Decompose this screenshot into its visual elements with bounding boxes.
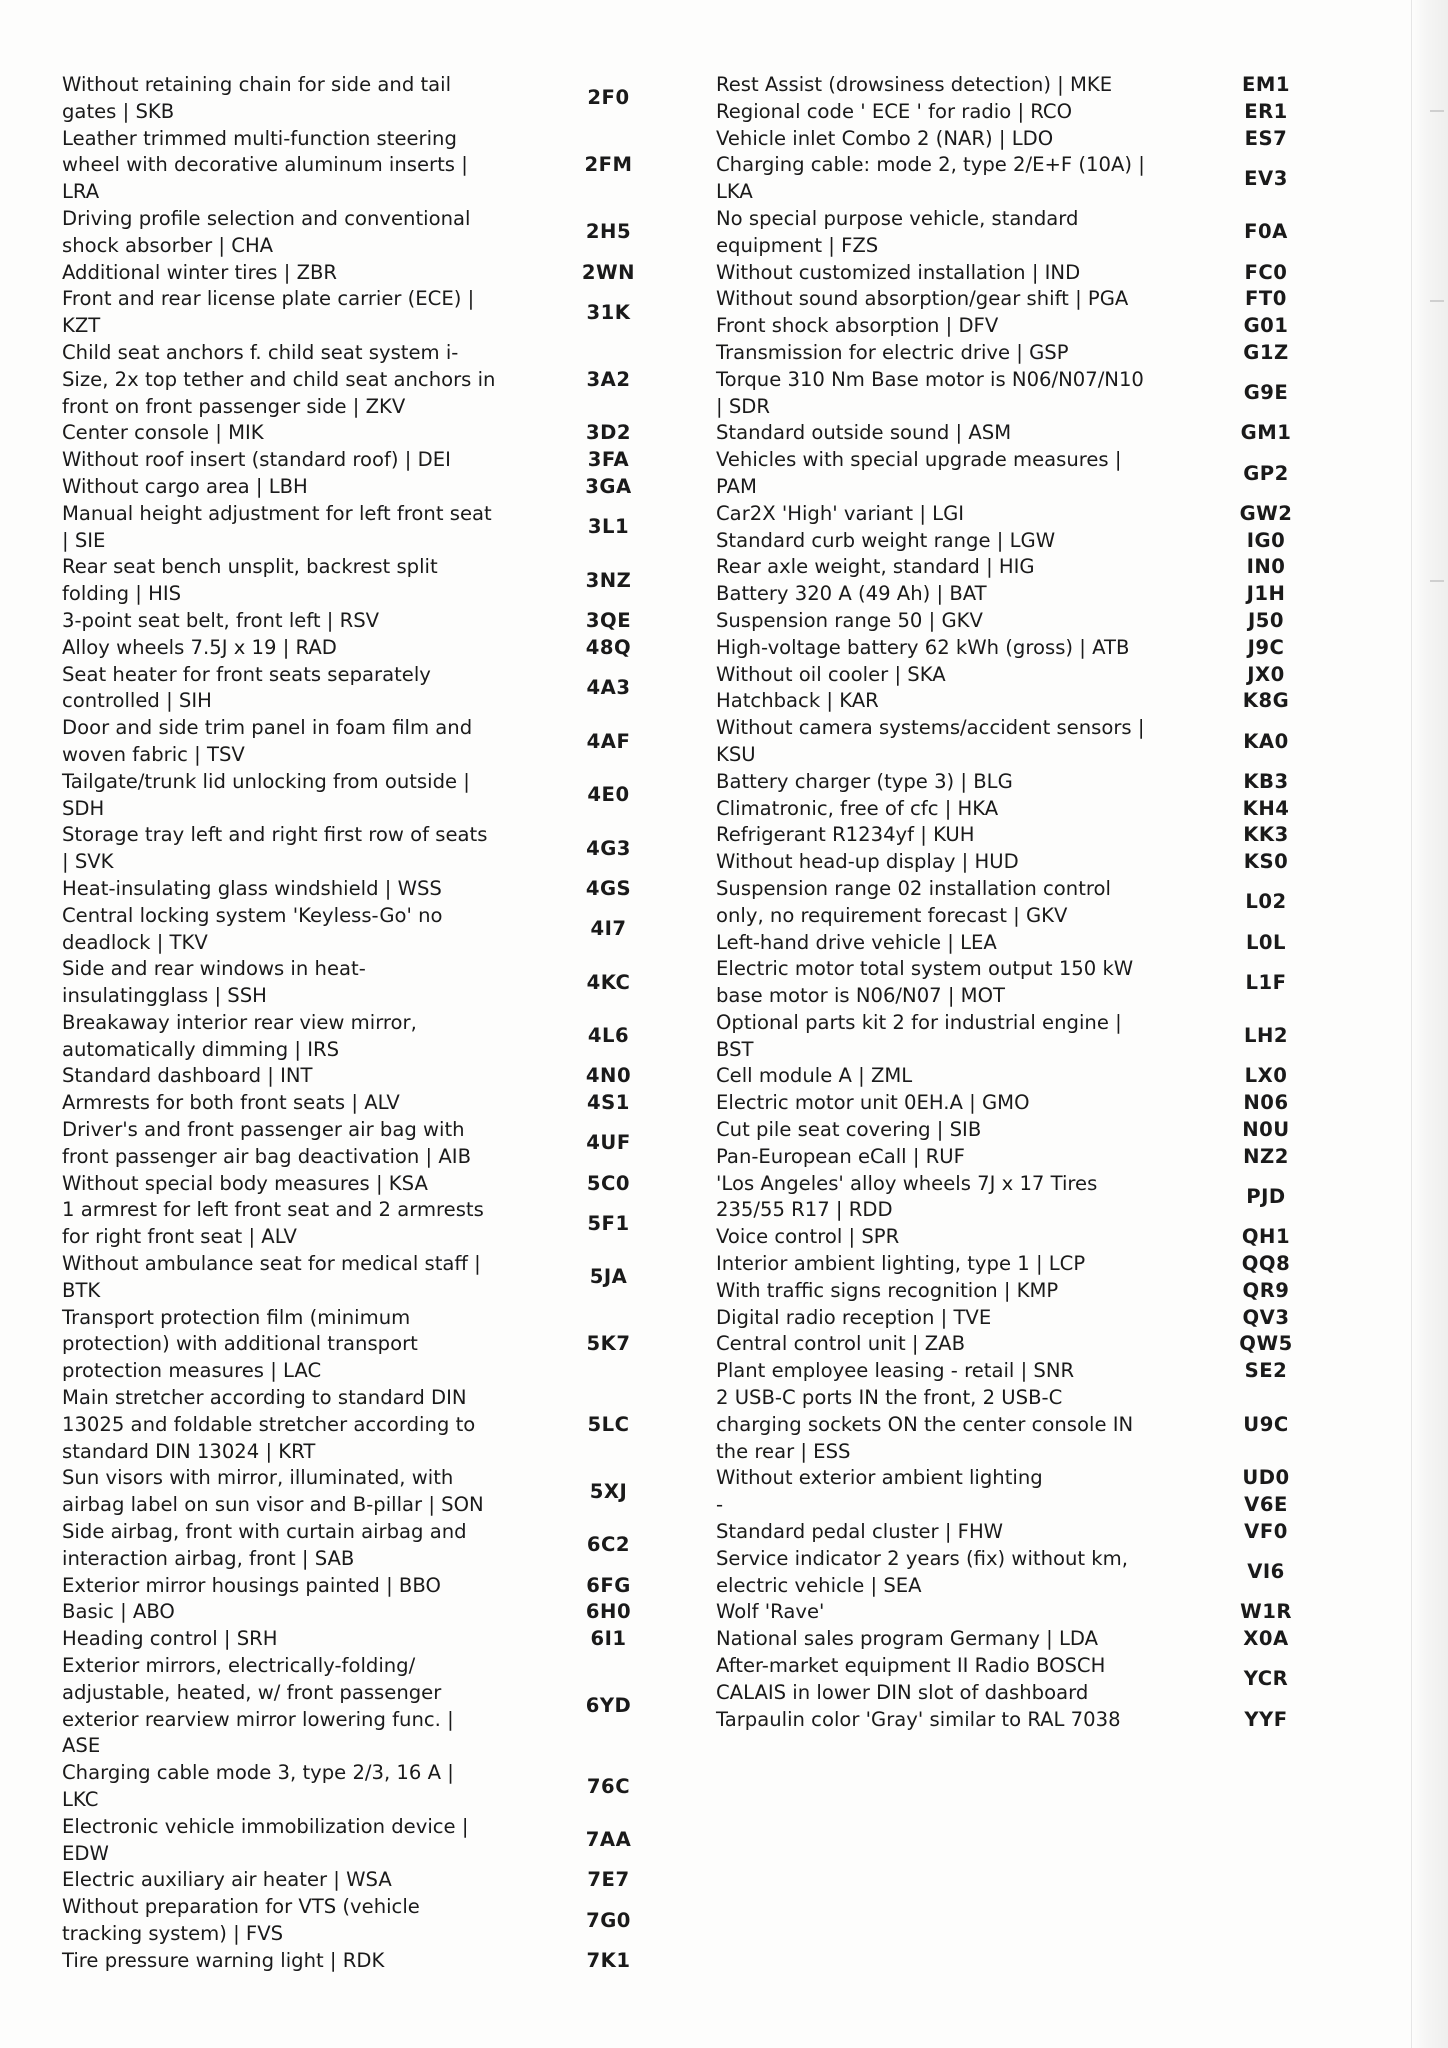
equipment-row (62, 447, 700, 474)
equipment-description: Hatchback | KAR (716, 689, 879, 713)
equipment-code: X0A (1243, 1627, 1289, 1651)
equipment-description: Vehicle inlet Combo 2 (NAR) | LDO (716, 126, 1054, 150)
equipment-description: Standard curb weight range | LGW (716, 528, 1056, 552)
equipment-row (62, 715, 700, 769)
equipment-row (62, 72, 700, 126)
equipment-row (62, 1948, 700, 1975)
equipment-description: Tarpaulin color 'Gray' similar to RAL 7038 (716, 1707, 1121, 1731)
equipment-description: - (716, 1493, 724, 1517)
equipment-description: Charging cable mode 3, type 2/3, 16 A | LKC (62, 1761, 454, 1811)
equipment-row (716, 1599, 1344, 1626)
equipment-description: Suspension range 50 | GKV (716, 608, 983, 632)
equipment-description: 'Los Angeles' alloy wheels 7J x 17 Tires 235/55 R17 | RDD (716, 1171, 1098, 1222)
equipment-row (716, 956, 1344, 1010)
equipment-description: Wolf 'Rave' (716, 1600, 825, 1624)
equipment-description: Storage tray left and right first row of seats | SVK (62, 823, 488, 874)
equipment-row (716, 1171, 1344, 1225)
equipment-row (62, 1760, 700, 1814)
equipment-description: Climatronic, free of cfc | HKA (716, 796, 999, 820)
equipment-code: L0L (1245, 930, 1287, 954)
equipment-description: 1 armrest for left front seat and 2 armrests for right front seat | ALV (62, 1198, 484, 1249)
equipment-description: Charging cable: mode 2, type 2/E+F (10A) | LKA (716, 153, 1145, 204)
equipment-code: 4GS (585, 876, 632, 900)
equipment-code: VI6 (1247, 1560, 1285, 1584)
equipment-code: 4KC (586, 970, 631, 994)
equipment-code: 2F0 (587, 86, 630, 110)
edge-mark (1430, 300, 1444, 302)
right-equipment-list (716, 72, 1344, 1733)
equipment-row (62, 956, 700, 1010)
equipment-description: Left-hand drive vehicle | LEA (716, 930, 997, 954)
equipment-row (716, 688, 1344, 715)
equipment-description: Center console | MIK (62, 421, 264, 445)
equipment-row (716, 796, 1344, 823)
edge-mark (1430, 580, 1444, 582)
equipment-code: 3QE (585, 608, 632, 632)
equipment-row (62, 769, 700, 823)
equipment-description: Tailgate/trunk lid unlocking from outside | SDH (62, 769, 470, 820)
equipment-description: After-market equipment II Radio BOSCH CALAIS in lower DIN slot of dashboard (716, 1654, 1106, 1704)
equipment-description: National sales program Germany | LDA (716, 1627, 1099, 1651)
equipment-description: Interior ambient lighting, type 1 | LCP (716, 1252, 1086, 1276)
equipment-description: Service indicator 2 years (fix) without km, electric vehicle | SEA (716, 1546, 1128, 1597)
equipment-code: 6FG (586, 1573, 631, 1597)
equipment-code: G9E (1243, 381, 1289, 405)
equipment-code: LX0 (1244, 1064, 1288, 1088)
equipment-row (62, 1063, 700, 1090)
equipment-description: Side airbag, front with curtain airbag and interaction airbag, front | SAB (62, 1520, 467, 1570)
equipment-row (62, 1519, 700, 1573)
equipment-description: Seat heater for front seats separately controlled | SIH (62, 662, 431, 713)
equipment-description: Electric motor total system output 150 kW base motor is N06/N07 | MOT (716, 957, 1134, 1008)
equipment-code: 4N0 (585, 1064, 632, 1088)
equipment-description: Standard outside sound | ASM (716, 421, 1012, 445)
equipment-row (716, 152, 1344, 206)
equipment-code: 7AA (585, 1828, 632, 1852)
equipment-row (62, 1385, 700, 1465)
equipment-description: Without special body measures | KSA (62, 1171, 428, 1195)
equipment-description: Voice control | SPR (716, 1225, 900, 1249)
equipment-code: 5JA (589, 1265, 628, 1289)
equipment-row (716, 126, 1344, 153)
equipment-row (716, 554, 1344, 581)
equipment-description: No special purpose vehicle, standard equipment | FZS (716, 206, 1079, 257)
equipment-row (62, 474, 700, 501)
equipment-row (62, 1117, 700, 1171)
equipment-description: Pan-European eCall | RUF (716, 1144, 965, 1168)
equipment-code: VF0 (1244, 1520, 1288, 1544)
equipment-row (62, 1090, 700, 1117)
equipment-description: Without camera systems/accident sensors | KSU (716, 716, 1145, 766)
equipment-description: Transport protection film (minimum protection) with additional transport protection measures | LAC (62, 1305, 418, 1383)
equipment-description: Battery charger (type 3) | BLG (716, 769, 1013, 793)
equipment-row (62, 554, 700, 608)
equipment-row (716, 1358, 1344, 1385)
equipment-description: Heat-insulating glass windshield | WSS (62, 876, 442, 900)
equipment-description: Tire pressure warning light | RDK (62, 1948, 385, 1972)
equipment-row (62, 1867, 700, 1894)
equipment-description: Optional parts kit 2 for industrial engine | BST (716, 1010, 1122, 1061)
equipment-code: KS0 (1243, 850, 1289, 874)
equipment-description: High-voltage battery 62 kWh (gross) | ATB (716, 635, 1130, 659)
equipment-code: 31K (586, 300, 631, 324)
equipment-row (716, 1707, 1344, 1734)
equipment-description: Standard pedal cluster | FHW (716, 1520, 1004, 1544)
equipment-code: J1H (1246, 582, 1286, 606)
equipment-row (62, 1653, 700, 1760)
equipment-code: EV3 (1244, 166, 1288, 190)
equipment-row (716, 260, 1344, 287)
equipment-code: QQ8 (1241, 1252, 1291, 1276)
equipment-code: 4E0 (587, 783, 630, 807)
equipment-code: 5LC (587, 1412, 630, 1436)
equipment-row (716, 1546, 1344, 1600)
equipment-row (716, 1492, 1344, 1519)
equipment-code: 5K7 (586, 1332, 631, 1356)
equipment-description: Breakaway interior rear view mirror, automatically dimming | IRS (62, 1010, 417, 1061)
equipment-row (716, 769, 1344, 796)
equipment-row (62, 608, 700, 635)
equipment-row (62, 501, 700, 555)
equipment-row (716, 1063, 1344, 1090)
equipment-code: IN0 (1246, 555, 1286, 579)
equipment-row (62, 206, 700, 260)
equipment-code: 4A3 (586, 675, 631, 699)
equipment-code: L02 (1245, 890, 1287, 914)
equipment-row (62, 1197, 700, 1251)
equipment-row (716, 420, 1344, 447)
equipment-row (716, 876, 1344, 930)
equipment-description: Without exterior ambient lighting (716, 1466, 1043, 1490)
equipment-description: Heading control | SRH (62, 1627, 278, 1651)
equipment-code: 6C2 (586, 1533, 631, 1557)
equipment-row (716, 581, 1344, 608)
equipment-row (62, 1599, 700, 1626)
equipment-description: Alloy wheels 7.5J x 19 | RAD (62, 635, 337, 659)
equipment-row (716, 1465, 1344, 1492)
equipment-description: Torque 310 Nm Base motor is N06/N07/N10 | SDR (716, 367, 1144, 418)
equipment-description: Without preparation for VTS (vehicle tracking system) | FVS (62, 1895, 420, 1945)
equipment-description: With traffic signs recognition | KMP (716, 1278, 1059, 1302)
equipment-row (716, 313, 1344, 340)
equipment-description: Driver's and front passenger air bag with front passenger air bag deactivation | AIB (62, 1118, 472, 1168)
equipment-code: IG0 (1246, 528, 1286, 552)
equipment-row (62, 126, 700, 206)
equipment-row (62, 420, 700, 447)
equipment-row (716, 286, 1344, 313)
equipment-row (716, 1331, 1344, 1358)
equipment-description: Manual height adjustment for left front seat | SIE (62, 501, 492, 552)
left-equipment-list (62, 72, 700, 1975)
equipment-row (62, 340, 700, 420)
equipment-description: Cut pile seat covering | SIB (716, 1118, 982, 1142)
equipment-code: U9C (1243, 1412, 1289, 1436)
equipment-row (62, 662, 700, 716)
equipment-code: K8G (1242, 689, 1290, 713)
edge-mark (1430, 110, 1444, 112)
equipment-description: Cell module A | ZML (716, 1064, 913, 1088)
equipment-code: KH4 (1242, 796, 1290, 820)
equipment-code: G01 (1243, 314, 1289, 338)
equipment-row (62, 635, 700, 662)
equipment-code: 3L1 (587, 515, 630, 539)
equipment-row (716, 1117, 1344, 1144)
equipment-row (62, 1465, 700, 1519)
equipment-code: L1F (1245, 970, 1287, 994)
equipment-description: Battery 320 A (49 Ah) | BAT (716, 582, 987, 606)
page-edge-shadow (1411, 0, 1448, 2048)
equipment-code: FT0 (1245, 287, 1287, 311)
equipment-row (716, 1010, 1344, 1064)
equipment-row (62, 903, 700, 957)
equipment-code: UD0 (1242, 1466, 1290, 1490)
equipment-description: Rear axle weight, standard | HIG (716, 555, 1035, 579)
equipment-row (716, 206, 1344, 260)
equipment-code: 3NZ (585, 568, 632, 592)
equipment-description: Leather trimmed multi-function steering wheel with decorative aluminum inserts | LRA (62, 126, 468, 204)
equipment-code: 76C (586, 1774, 631, 1798)
equipment-row (716, 1626, 1344, 1653)
equipment-description: Without roof insert (standard roof) | DEI (62, 448, 451, 472)
equipment-row (716, 367, 1344, 421)
equipment-row (716, 1224, 1344, 1251)
equipment-row (716, 849, 1344, 876)
equipment-code: J50 (1247, 608, 1285, 632)
equipment-description: Without sound absorption/gear shift | PGA (716, 287, 1129, 311)
equipment-row (716, 1278, 1344, 1305)
equipment-description: Rear seat bench unsplit, backrest split folding | HIS (62, 555, 438, 606)
equipment-code: 4G3 (586, 836, 631, 860)
equipment-description: Vehicles with special upgrade measures | PAM (716, 448, 1122, 498)
equipment-row (716, 1144, 1344, 1171)
equipment-code: 4AF (586, 729, 631, 753)
equipment-row (716, 1251, 1344, 1278)
equipment-row (716, 930, 1344, 957)
equipment-row (62, 1171, 700, 1198)
equipment-row (716, 528, 1344, 555)
equipment-description: Electric auxiliary air heater | WSA (62, 1868, 392, 1892)
equipment-code: 2H5 (585, 220, 632, 244)
equipment-description: 2 USB-C ports IN the front, 2 USB-C charging sockets ON the center console IN the rear | ESS (716, 1386, 1134, 1463)
equipment-code: PJD (1246, 1185, 1286, 1209)
equipment-code: 4S1 (587, 1091, 630, 1115)
equipment-row (62, 1251, 700, 1305)
equipment-row (716, 608, 1344, 635)
equipment-code: GM1 (1240, 421, 1292, 445)
equipment-row (716, 1653, 1344, 1707)
equipment-description: Door and side trim panel in foam film and woven fabric | TSV (62, 716, 473, 766)
equipment-row (62, 1814, 700, 1868)
equipment-code: GP2 (1243, 461, 1289, 485)
equipment-description: Regional code ' ECE ' for radio | RCO (716, 99, 1073, 123)
equipment-description: Without cargo area | LBH (62, 474, 308, 498)
equipment-code: ES7 (1244, 126, 1288, 150)
equipment-description: Child seat anchors f. child seat system i- Size, 2x top tether and child seat anchors in front on front passenger side | ZKV (62, 340, 496, 418)
equipment-description: Central locking system 'Keyless-Go' no deadlock | TKV (62, 903, 443, 954)
equipment-description: Without oil cooler | SKA (716, 662, 946, 686)
equipment-description: Transmission for electric drive | GSP (716, 340, 1069, 364)
equipment-description: Digital radio reception | TVE (716, 1305, 992, 1329)
equipment-code: YCR (1243, 1667, 1289, 1691)
equipment-code: LH2 (1243, 1024, 1289, 1048)
equipment-row (716, 1385, 1344, 1465)
equipment-description: Car2X 'High' variant | LGI (716, 501, 965, 525)
equipment-code: 4I7 (590, 917, 627, 941)
equipment-description: Without retaining chain for side and tail gates | SKB (62, 73, 452, 123)
equipment-code: QR9 (1242, 1278, 1290, 1302)
equipment-row (716, 501, 1344, 528)
equipment-code: 6YD (585, 1694, 632, 1718)
equipment-row (716, 72, 1344, 99)
equipment-code: KB3 (1243, 769, 1289, 793)
equipment-description: Suspension range 02 installation control only, no requirement forecast | GKV (716, 876, 1111, 927)
equipment-row (716, 822, 1344, 849)
equipment-row (62, 260, 700, 287)
equipment-row (62, 286, 700, 340)
equipment-code: NZ2 (1243, 1144, 1289, 1168)
equipment-code: EM1 (1241, 73, 1291, 96)
equipment-description: Without ambulance seat for medical staff | BTK (62, 1252, 481, 1302)
equipment-description: 3-point seat belt, front left | RSV (62, 608, 380, 632)
equipment-code: QV3 (1242, 1305, 1290, 1329)
equipment-description: Exterior mirrors, electrically-folding/ adjustable, heated, w/ front passenger exterior rearview mirror lowering func. | ASE (62, 1654, 454, 1758)
equipment-code: 6H0 (585, 1600, 632, 1624)
equipment-description: Without customized installation | IND (716, 260, 1081, 284)
equipment-description: Refrigerant R1234yf | KUH (716, 823, 975, 847)
equipment-row (62, 1894, 700, 1948)
equipment-code: 5C0 (586, 1171, 631, 1195)
equipment-code: QH1 (1241, 1225, 1291, 1249)
equipment-code: J9C (1247, 635, 1285, 659)
equipment-code: SE2 (1244, 1359, 1288, 1383)
equipment-code: G1Z (1243, 340, 1289, 364)
equipment-description: Sun visors with mirror, illuminated, with airbag label on sun visor and B-pillar | SON (62, 1466, 484, 1517)
equipment-row (716, 447, 1344, 501)
equipment-description: Standard dashboard | INT (62, 1064, 313, 1088)
equipment-description: Exterior mirror housings painted | BBO (62, 1573, 441, 1597)
equipment-description: Without head-up display | HUD (716, 850, 1019, 874)
equipment-row (62, 1010, 700, 1064)
equipment-code: F0A (1244, 220, 1288, 244)
equipment-row (716, 715, 1344, 769)
equipment-code: 7G0 (586, 1908, 631, 1932)
equipment-code: 6I1 (590, 1627, 627, 1651)
equipment-row (62, 876, 700, 903)
equipment-code: 4UF (586, 1131, 631, 1155)
equipment-code: 7K1 (586, 1948, 631, 1972)
equipment-row (62, 822, 700, 876)
equipment-code: N06 (1243, 1091, 1289, 1115)
equipment-code: 5F1 (587, 1211, 630, 1235)
equipment-code: N0U (1242, 1118, 1290, 1142)
equipment-code: V6E (1244, 1493, 1288, 1517)
equipment-description: Front and rear license plate carrier (ECE) | KZT (62, 287, 475, 338)
equipment-code: FC0 (1244, 260, 1288, 284)
equipment-description: Basic | ABO (62, 1600, 175, 1624)
equipment-description: Rest Assist (drowsiness detection) | MKE (716, 73, 1113, 96)
equipment-code: YYF (1244, 1707, 1288, 1731)
equipment-row (62, 1573, 700, 1600)
equipment-row (716, 662, 1344, 689)
equipment-code: KK3 (1243, 823, 1289, 847)
equipment-code: 2WN (581, 260, 636, 284)
equipment-code: JX0 (1247, 662, 1285, 686)
equipment-description: Additional winter tires | ZBR (62, 260, 338, 284)
equipment-row (716, 1090, 1344, 1117)
equipment-code: 3D2 (585, 421, 632, 445)
equipment-description: Electronic vehicle immobilization device | EDW (62, 1814, 469, 1865)
equipment-code: 48Q (585, 635, 632, 659)
equipment-row (716, 1305, 1344, 1332)
equipment-row (62, 1626, 700, 1653)
equipment-code: GW2 (1239, 501, 1293, 525)
equipment-description: Driving profile selection and conventional shock absorber | CHA (62, 206, 471, 257)
equipment-code: 7E7 (587, 1868, 630, 1892)
equipment-code: 3FA (587, 448, 630, 472)
equipment-row (716, 1519, 1344, 1546)
equipment-description: Front shock absorption | DFV (716, 314, 999, 338)
equipment-description: Armrests for both front seats | ALV (62, 1091, 400, 1115)
equipment-code: 3A2 (586, 367, 631, 391)
equipment-code: QW5 (1239, 1332, 1293, 1356)
equipment-code: W1R (1240, 1600, 1292, 1624)
equipment-code: 4L6 (587, 1024, 630, 1048)
equipment-code: 5XJ (589, 1479, 628, 1503)
equipment-description: Main stretcher according to standard DIN 13025 and foldable stretcher according to standard DIN 13024 | KRT (62, 1386, 476, 1463)
equipment-description: Plant employee leasing - retail | SNR (716, 1359, 1075, 1383)
equipment-row (62, 1305, 700, 1385)
equipment-description: Side and rear windows in heat- insulatingglass | SSH (62, 957, 366, 1008)
equipment-code: ER1 (1244, 99, 1288, 123)
equipment-row (716, 340, 1344, 367)
equipment-row (716, 635, 1344, 662)
equipment-description: Electric motor unit 0EH.A | GMO (716, 1091, 1030, 1115)
equipment-code: 3GA (585, 474, 632, 498)
equipment-code: KA0 (1243, 729, 1289, 753)
equipment-code: 2FM (584, 153, 633, 177)
equipment-description: Central control unit | ZAB (716, 1332, 966, 1356)
equipment-row (716, 99, 1344, 126)
